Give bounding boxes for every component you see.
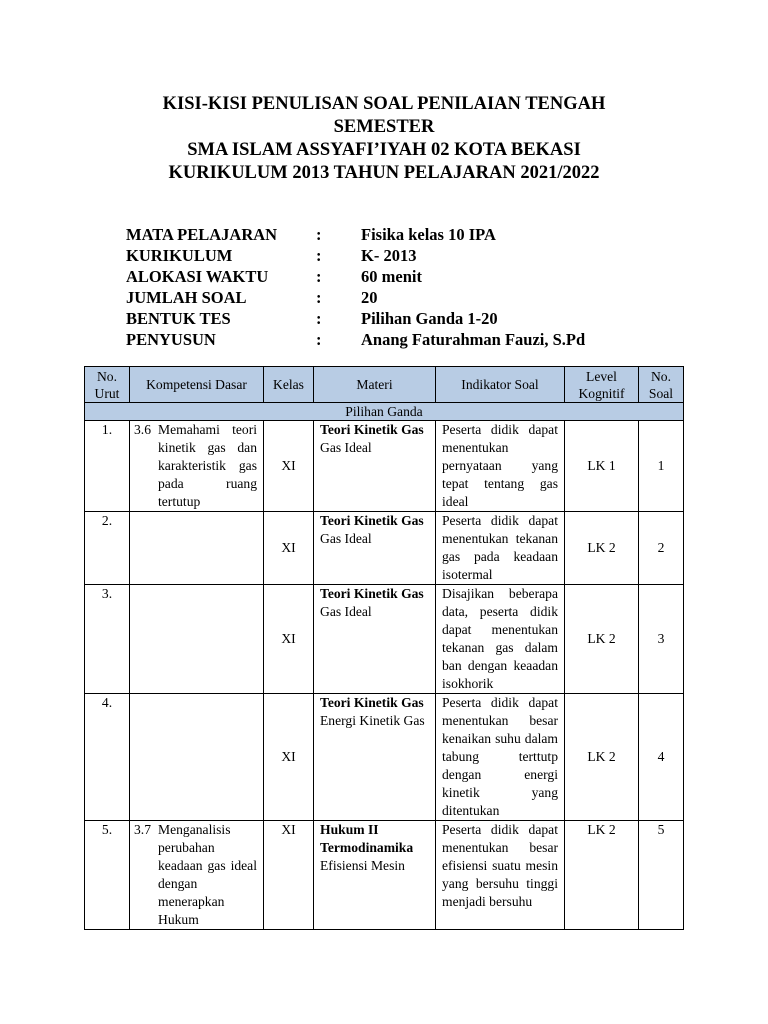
- header-text: Urut: [94, 385, 120, 401]
- document-title: [0, 93, 768, 185]
- cell-no-soal: 4: [639, 694, 684, 821]
- materi-sub: Gas Ideal: [320, 440, 372, 455]
- cell-kelas: XI: [264, 694, 314, 821]
- table-header-row: [85, 367, 684, 403]
- info-label: MATA PELAJARAN: [126, 225, 278, 244]
- table-row: [85, 694, 684, 821]
- header-kompetensi-dasar: Kompetensi Dasar: [130, 367, 264, 403]
- header-no-soal: [639, 367, 684, 403]
- header-text: Soal: [648, 385, 674, 401]
- table-row: [85, 421, 684, 512]
- header-indikator-soal: Indikator Soal: [436, 367, 565, 403]
- info-label: ALOKASI WAKTU: [126, 267, 269, 286]
- cell-materi: [314, 585, 436, 694]
- info-value: Pilihan Ganda 1-20: [361, 309, 498, 328]
- kd-number: 3.6: [134, 422, 151, 437]
- cell-kelas: XI: [264, 821, 314, 930]
- header-no-urut: [85, 367, 130, 403]
- header-kelas: Kelas: [264, 367, 314, 403]
- info-row-penyusun: [126, 329, 686, 350]
- info-row-jumlah-soal: [126, 287, 686, 308]
- table-row: [85, 585, 684, 694]
- kd-number: 3.7: [134, 822, 151, 837]
- title-line-3: SMA ISLAM ASSYAFI’IYAH 02 KOTA BEKASI: [187, 140, 581, 160]
- materi-sub: Efisiensi Mesin: [320, 858, 405, 873]
- cell-no-soal: 2: [639, 512, 684, 585]
- header-level-kognitif: [565, 367, 639, 403]
- table-row: [85, 821, 684, 930]
- cell-indikator: Peserta didik dapat menentukan besar efisiensi suatu mesin yang bersuhu tinggi menjadi bersuhu: [436, 821, 565, 930]
- cell-level: LK 2: [565, 512, 639, 585]
- info-row-kurikulum: [126, 245, 686, 266]
- info-value: 20: [361, 288, 378, 307]
- table-row: [85, 512, 684, 585]
- info-label: KURIKULUM: [126, 246, 233, 265]
- cell-kompetensi-dasar: [130, 512, 264, 585]
- info-colon: :: [316, 267, 322, 286]
- section-label: Pilihan Ganda: [85, 403, 684, 421]
- cell-indikator: Peserta didik dapat menentukan pernyataan yang tepat tentang gas ideal: [436, 421, 565, 512]
- info-colon: :: [316, 246, 322, 265]
- info-label: BENTUK TES: [126, 309, 231, 328]
- info-row-alokasi-waktu: [126, 266, 686, 287]
- cell-kompetensi-dasar: [130, 421, 264, 512]
- cell-kompetensi-dasar: [130, 585, 264, 694]
- materi-title: Teori Kinetik Gas: [320, 586, 424, 601]
- materi-title: Teori Kinetik Gas: [320, 695, 424, 710]
- cell-no: 5.: [85, 821, 130, 930]
- cell-no: 2.: [85, 512, 130, 585]
- info-label: JUMLAH SOAL: [126, 288, 247, 307]
- header-text: Level: [586, 368, 617, 384]
- materi-title: Hukum II Termodinamika: [320, 822, 414, 855]
- info-colon: :: [316, 330, 322, 349]
- cell-materi: [314, 512, 436, 585]
- info-value: K- 2013: [361, 246, 417, 265]
- cell-materi: [314, 821, 436, 930]
- cell-level: LK 2: [565, 821, 639, 930]
- cell-no-soal: 1: [639, 421, 684, 512]
- info-colon: :: [316, 225, 322, 244]
- title-line-2: SEMESTER: [333, 117, 435, 137]
- info-value: 60 menit: [361, 267, 422, 286]
- cell-kelas: XI: [264, 585, 314, 694]
- kd-text: Memahami teori kinetik gas dan karakteristik gas pada ruang tertutup: [158, 422, 257, 509]
- info-colon: :: [316, 288, 322, 307]
- info-label: PENYUSUN: [126, 330, 216, 349]
- materi-title: Teori Kinetik Gas: [320, 513, 424, 528]
- cell-kelas: XI: [264, 512, 314, 585]
- info-row-bentuk-tes: [126, 308, 686, 329]
- kd-text: Menganalisis perubahan keadaan gas ideal dengan menerapkan Hukum: [158, 822, 257, 927]
- header-materi: Materi: [314, 367, 436, 403]
- info-value: Anang Faturahman Fauzi, S.Pd: [361, 330, 586, 349]
- info-colon: :: [316, 309, 322, 328]
- header-text: Kognitif: [578, 385, 625, 401]
- materi-sub: Gas Ideal: [320, 604, 372, 619]
- section-row: [85, 403, 684, 421]
- cell-materi: [314, 421, 436, 512]
- info-value: Fisika kelas 10 IPA: [361, 225, 496, 244]
- cell-no: 3.: [85, 585, 130, 694]
- cell-no: 4.: [85, 694, 130, 821]
- cell-materi: [314, 694, 436, 821]
- cell-kelas: XI: [264, 421, 314, 512]
- materi-sub: Energi Kinetik Gas: [320, 713, 425, 728]
- kisi-kisi-table: [84, 366, 684, 930]
- cell-indikator: Peserta didik dapat menentukan tekanan gas pada keadaan isotermal: [436, 512, 565, 585]
- header-text: No.: [96, 368, 117, 384]
- cell-level: LK 2: [565, 585, 639, 694]
- cell-kompetensi-dasar: [130, 821, 264, 930]
- title-line-4: KURIKULUM 2013 TAHUN PELAJARAN 2021/2022: [168, 163, 600, 183]
- header-text: No.: [650, 368, 671, 384]
- cell-no-soal: 3: [639, 585, 684, 694]
- cell-indikator: Disajikan beberapa data, peserta didik dapat menentukan tekanan gas dalam ban dengan keaadan isokhorik: [436, 585, 565, 694]
- materi-sub: Gas Ideal: [320, 531, 372, 546]
- cell-no: 1.: [85, 421, 130, 512]
- cell-kompetensi-dasar: [130, 694, 264, 821]
- title-line-1: KISI-KISI PENULISAN SOAL PENILAIAN TENGAH: [162, 94, 606, 114]
- info-block: [126, 224, 686, 350]
- cell-indikator: Peserta didik dapat menentukan besar kenaikan suhu dalam tabung terttutp dengan energi kinetik yang ditentukan: [436, 694, 565, 821]
- cell-level: LK 1: [565, 421, 639, 512]
- info-row-mata-pelajaran: [126, 224, 686, 245]
- materi-title: Teori Kinetik Gas: [320, 422, 424, 437]
- cell-no-soal: 5: [639, 821, 684, 930]
- cell-level: LK 2: [565, 694, 639, 821]
